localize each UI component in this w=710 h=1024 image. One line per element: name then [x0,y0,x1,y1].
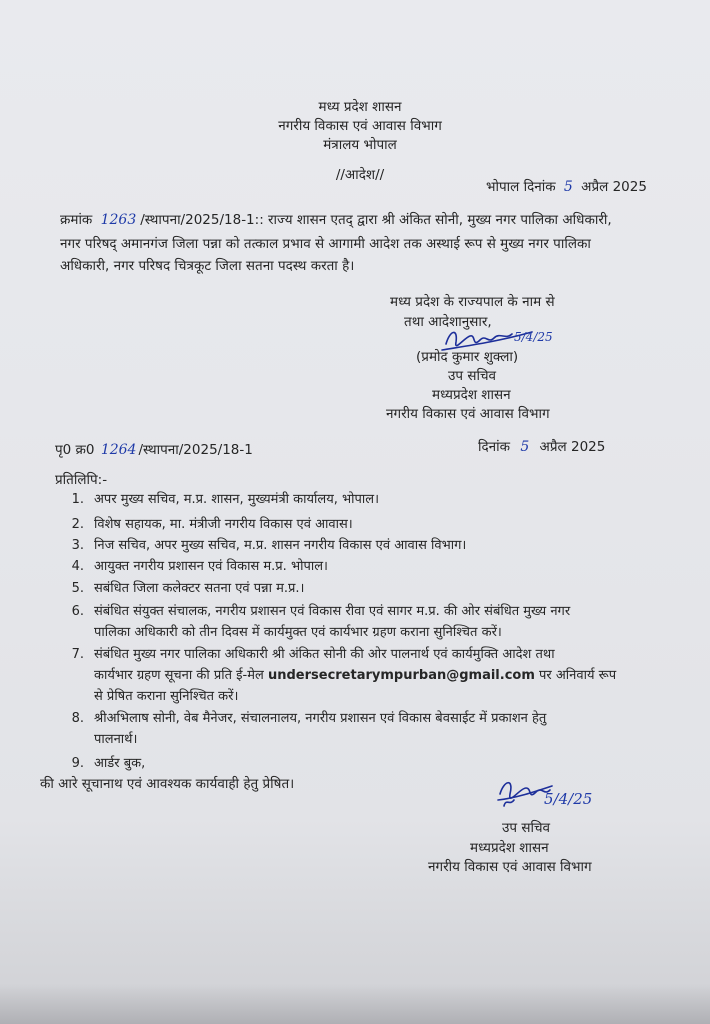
email-address: undersecretarympurban@gmail.com [267,668,535,683]
endorsement-ref-prefix: पृ0 क्र0 [55,442,95,458]
signatory-1-designation: उप सचिव [448,368,497,384]
signatory-2-dept-2: नगरीय विकास एवं आवास विभाग [428,859,592,875]
list-item: 2. विशेष सहायक, मा. मंत्रीजी नगरीय विकास एवं आवास। [71,517,353,532]
endorsement-ref-number-handwritten: 1264 [100,442,137,458]
list-item-continuation: पालिका अधिकारी को तीन दिवस में कार्यमुक्त एवं कार्यभार ग्रहण कराना सुनिश्चित करें। [94,625,502,640]
date-suffix: अप्रैल 2025 [581,179,647,195]
list-item: 5. सबंधित जिला कलेक्टर सतना एवं पन्ना म.प्र.। [71,581,305,596]
signature-1-date: 5/4/25 [514,330,553,344]
list-item: 4. आयुक्त नगरीय प्रशासन एवं विकास म.प्र. भोपाल। [71,559,328,574]
header-line-1: मध्य प्रदेश शासन [318,99,402,115]
endorsement-ref-suffix: /स्थापना/2025/18-1 [138,442,253,458]
closing-line: की आरे सूचानाथ एवं आवश्यक कार्यवाही हेतु प्रेषित। [40,776,295,792]
header-line-3: मंत्रालय भोपाल [323,137,397,153]
list-item-continuation: कार्यभार ग्रहण सूचना की प्रति ई-मेल undersecretarympurban@gmail.com पर अनिवार्य रूप [94,668,617,683]
order-body-line-1-rest: /स्थापना/2025/18-1:: राज्य शासन एतद् द्वारा श्री अंकित सोनी, मुख्य नगर पालिका अधिकारी, [140,212,612,228]
list-item-continuation: पालनार्थ। [94,732,138,747]
signatory-1-line-2: तथा आदेशानुसार, [404,314,492,330]
list-item: 1. अपर मुख्य सचिव, म.प्र. शासन, मुख्यमंत्री कार्यालय, भोपाल। [71,492,380,507]
list-item-continuation: से प्रेषित कराना सुनिश्चित करें। [94,689,239,704]
copy-label: प्रतिलिपि:- [55,472,108,488]
signatory-1-dept-1: मध्यप्रदेश शासन [432,387,511,403]
signatory-2-dept-1: मध्यप्रदेश शासन [470,840,549,856]
date-line [486,177,647,198]
signatory-1-name: (प्रमोद कुमार शुक्ला) [416,349,519,365]
signatory-1-dept-2: नगरीय विकास एवं आवास विभाग [386,406,550,422]
order-body-line-1 [60,210,612,231]
list-item: 7. संबंधित मुख्य नगर पालिका अधिकारी श्री अंकित सोनी की ओर पालनार्थ एवं कार्यमुक्ति आदेश तथा [71,647,555,662]
kramank-number-handwritten: 1263 [100,212,137,228]
list-item: 3. निज सचिव, अपर मुख्य सचिव, म.प्र. शासन नगरीय विकास एवं आवास विभाग। [71,538,467,553]
order-title: //आदेश// [335,167,385,183]
date-day-handwritten: 5 [563,179,573,195]
list-item: 8. श्रीअभिलाष सोनी, वेब मैनेजर, संचालनालय, नगरीय प्रशासन एवं विकास बेवसाईट में प्रकाशन हेतु [71,711,547,726]
endorsement-date [478,437,605,458]
endorsement-ref [55,440,253,461]
list-item: 9. आर्डर बुक, [71,756,146,771]
date-prefix: भोपाल दिनांक [486,179,556,195]
endorsement-date-prefix: दिनांक [478,439,511,455]
order-body-line-2: नगर परिषद् अमानगंज जिला पन्ना को तत्काल प्रभाव से आगामी आदेश तक अस्थाई रूप से मुख्य नगर पालिका [60,236,591,252]
header-line-2: नगरीय विकास एवं आवास विभाग [278,118,442,134]
endorsement-date-day-handwritten: 5 [520,439,530,455]
order-body-line-3: अधिकारी, नगर परिषद चित्रकूट जिला सतना पदस्थ करता है। [60,258,355,274]
list-item: 6. संबंधित संयुक्त संचालक, नगरीय प्रशासन एवं विकास रीवा एवं सागर म.प्र. की ओर संबंधित मुख्य नगर [71,604,571,619]
signatory-2-designation: उप सचिव [502,820,551,836]
kramank-label: क्रमांक [60,212,93,228]
signatory-1-line-1: मध्य प्रदेश के राज्यपाल के नाम से [390,294,555,310]
signature-2-date: 5/4/25 [544,790,593,808]
endorsement-date-suffix: अप्रैल 2025 [539,439,606,455]
